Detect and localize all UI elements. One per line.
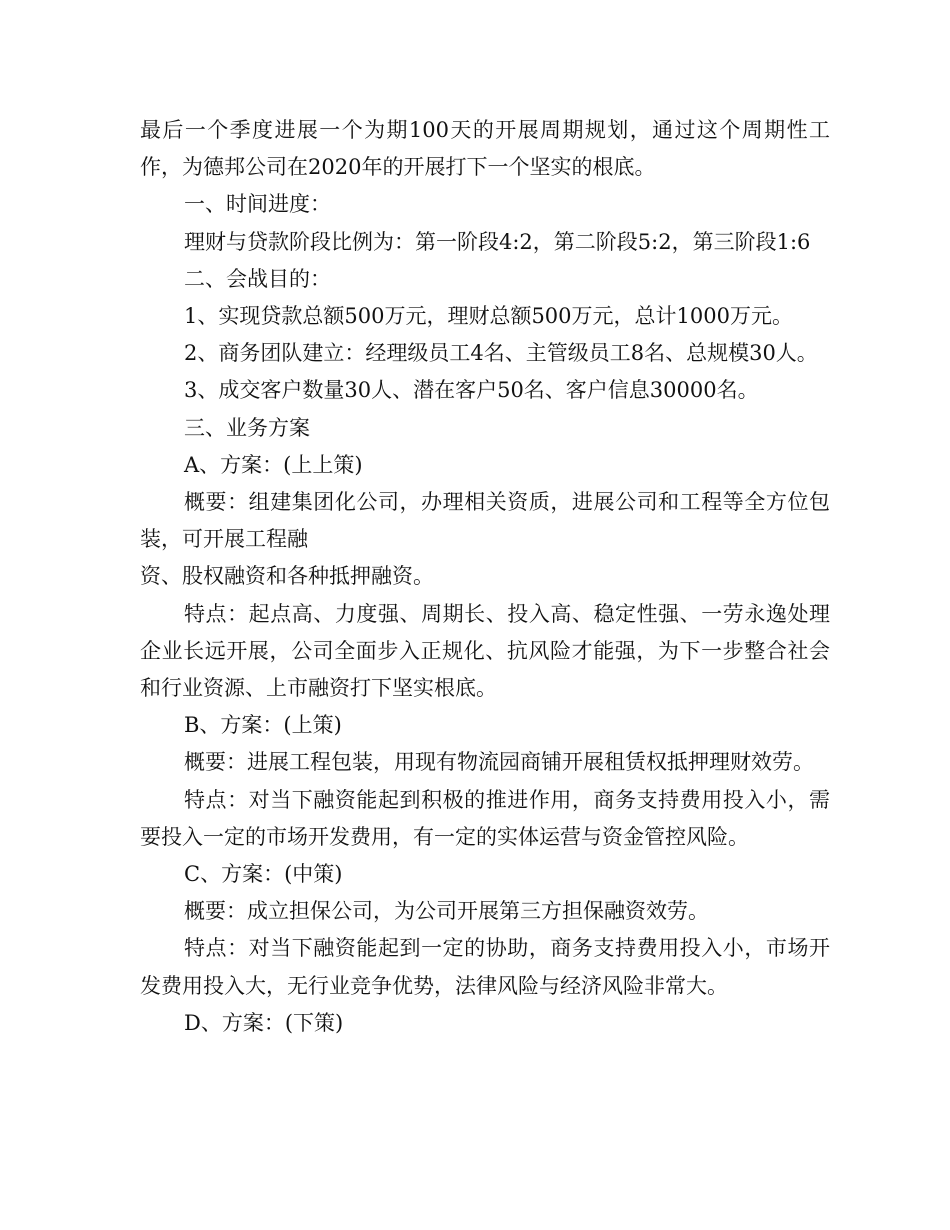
plan-a-features: 特点：起点高、力度强、周期长、投入高、稳定性强、一劳永逸处理企业长远开展，公司全面步入正规化、抗风险才能强，为下一步整合社会和行业资源、上市融资打下坚实根底。 [140,601,830,701]
heading-business-plans: 三、业务方案 [184,415,310,440]
paragraph-stage-ratio: 理财与贷款阶段比例为：第一阶段4:2，第二阶段5:2，第三阶段1:6 [184,229,811,254]
goal-item-3: 3、成交客户数量30人、潜在客户50名、客户信息30000名。 [184,378,759,403]
plan-d-title: D、方案：(下策) [184,1010,344,1035]
plan-a-summary-continued: 资、股权融资和各种抵押融资。 [140,564,434,589]
plan-a-summary: 概要：组建集团化公司，办理相关资质，进展公司和工程等全方位包装，可开展工程融 [140,490,830,552]
plan-b-features: 特点：对当下融资能起到积极的推进作用，商务支持费用投入小，需要投入一定的市场开发费用，有一定的实体运营与资金管控风险。 [140,787,830,849]
plan-c-summary: 概要：成立担保公司，为公司开展第三方担保融资效劳。 [184,899,709,924]
plan-a-title: A、方案：(上上策) [184,452,363,477]
plan-c-title: C、方案：(中策) [184,862,343,887]
document-body [140,112,830,1042]
heading-campaign-goals: 二、会战目的： [184,266,331,291]
plan-b-title: B、方案：(上策) [184,713,342,738]
goal-item-1: 1、实现贷款总额500万元，理财总额500万元，总计1000万元。 [184,304,793,329]
plan-c-features: 特点：对当下融资能起到一定的协助，商务支持费用投入小，市场开发费用投入大，无行业竞争优势，法律风险与经济风险非常大。 [140,936,830,998]
goal-item-2: 2、商务团队建立：经理级员工4名、主管级员工8名、总规模30人。 [184,341,818,366]
paragraph-intro: 最后一个季度进展一个为期100天的开展周期规划，通过这个周期性工作，为德邦公司在2020年的开展打下一个坚实的根底。 [140,118,830,180]
heading-time-progress: 一、时间进度： [184,192,331,217]
plan-b-summary: 概要：进展工程包装，用现有物流园商铺开展租赁权抵押理财效劳。 [184,750,814,775]
